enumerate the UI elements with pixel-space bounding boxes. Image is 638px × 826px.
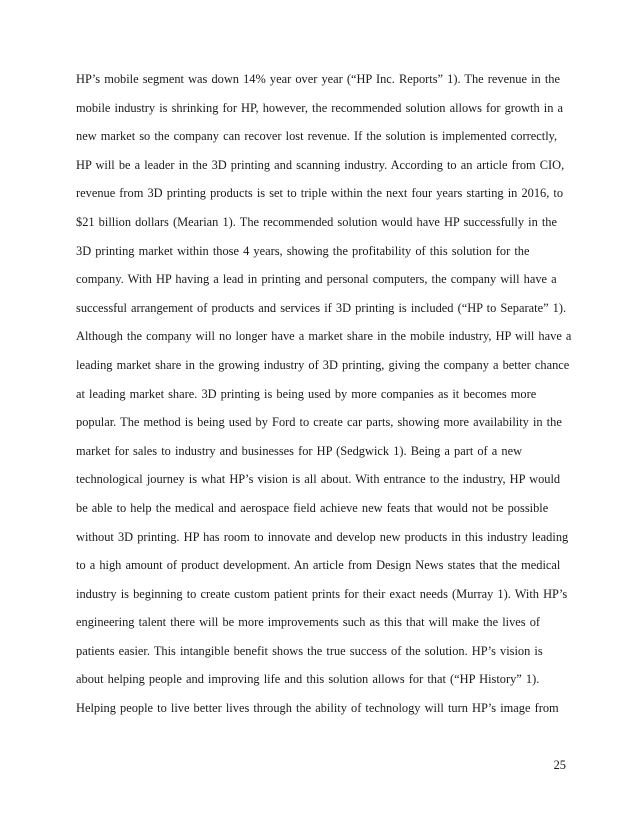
text-line: $21 billion dollars (Mearian 1). The recommended solution would have HP successfully in the <box>76 214 557 229</box>
text-line: be able to help the medical and aerospace field achieve new feats that would not be possible <box>76 500 549 515</box>
text-line: HP’s mobile segment was down 14% year over year (“HP Inc. Reports” 1). The revenue in the <box>76 72 560 86</box>
text-line: revenue from 3D printing products is set to triple within the next four years starting in 2016, to <box>76 186 564 201</box>
text-line: mobile industry is shrinking for HP, however, the recommended solution allows for growth in a <box>76 100 564 115</box>
text-line: engineering talent there will be more improvements such as this that will make the lives of <box>76 615 541 630</box>
text-line: about helping people and improving life and this solution allows for that (“HP History” 1). <box>76 672 540 687</box>
text-line: patients easier. This intangible benefit shows the true success of the solution. HP’s vision is <box>76 643 543 658</box>
text-line: at leading market share. 3D printing is being used by more companies as it becomes more <box>76 386 537 401</box>
text-line: technological journey is what HP’s vision is all about. With entrance to the industry, HP would <box>76 472 561 487</box>
text-line: Although the company will no longer have a market share in the mobile industry, HP will have a <box>76 329 572 344</box>
text-line: without 3D printing. HP has room to innovate and develop new products in this industry leading <box>76 529 569 544</box>
text-line: to a high amount of product development. An article from Design News states that the medical <box>76 558 561 573</box>
text-line: industry is beginning to create custom patient prints for their exact needs (Murray 1). With HP’s <box>76 586 568 601</box>
text-line: leading market share in the growing industry of 3D printing, giving the company a better chance <box>76 357 570 372</box>
page-number: 25 <box>553 758 566 772</box>
text-line: 3D printing market within those 4 years, showing the profitability of this solution for the <box>76 243 530 258</box>
text-line: HP will be a leader in the 3D printing and scanning industry. According to an article from CIO, <box>76 157 565 172</box>
text-line: new market so the company can recover lost revenue. If the solution is implemented correctly, <box>76 129 558 144</box>
body-paragraph <box>76 70 576 728</box>
text-line: Helping people to live better lives through the ability of technology will turn HP’s image from <box>76 701 559 716</box>
text-line: market for sales to industry and businesses for HP (Sedgwick 1). Being a part of a new <box>76 443 523 458</box>
text-line: popular. The method is being used by Ford to create car parts, showing more availability in the <box>76 415 562 430</box>
text-line: successful arrangement of products and services if 3D printing is included (“HP to Separate” 1). <box>76 300 567 315</box>
text-line: company. With HP having a lead in printing and personal computers, the company will have a <box>76 272 557 287</box>
